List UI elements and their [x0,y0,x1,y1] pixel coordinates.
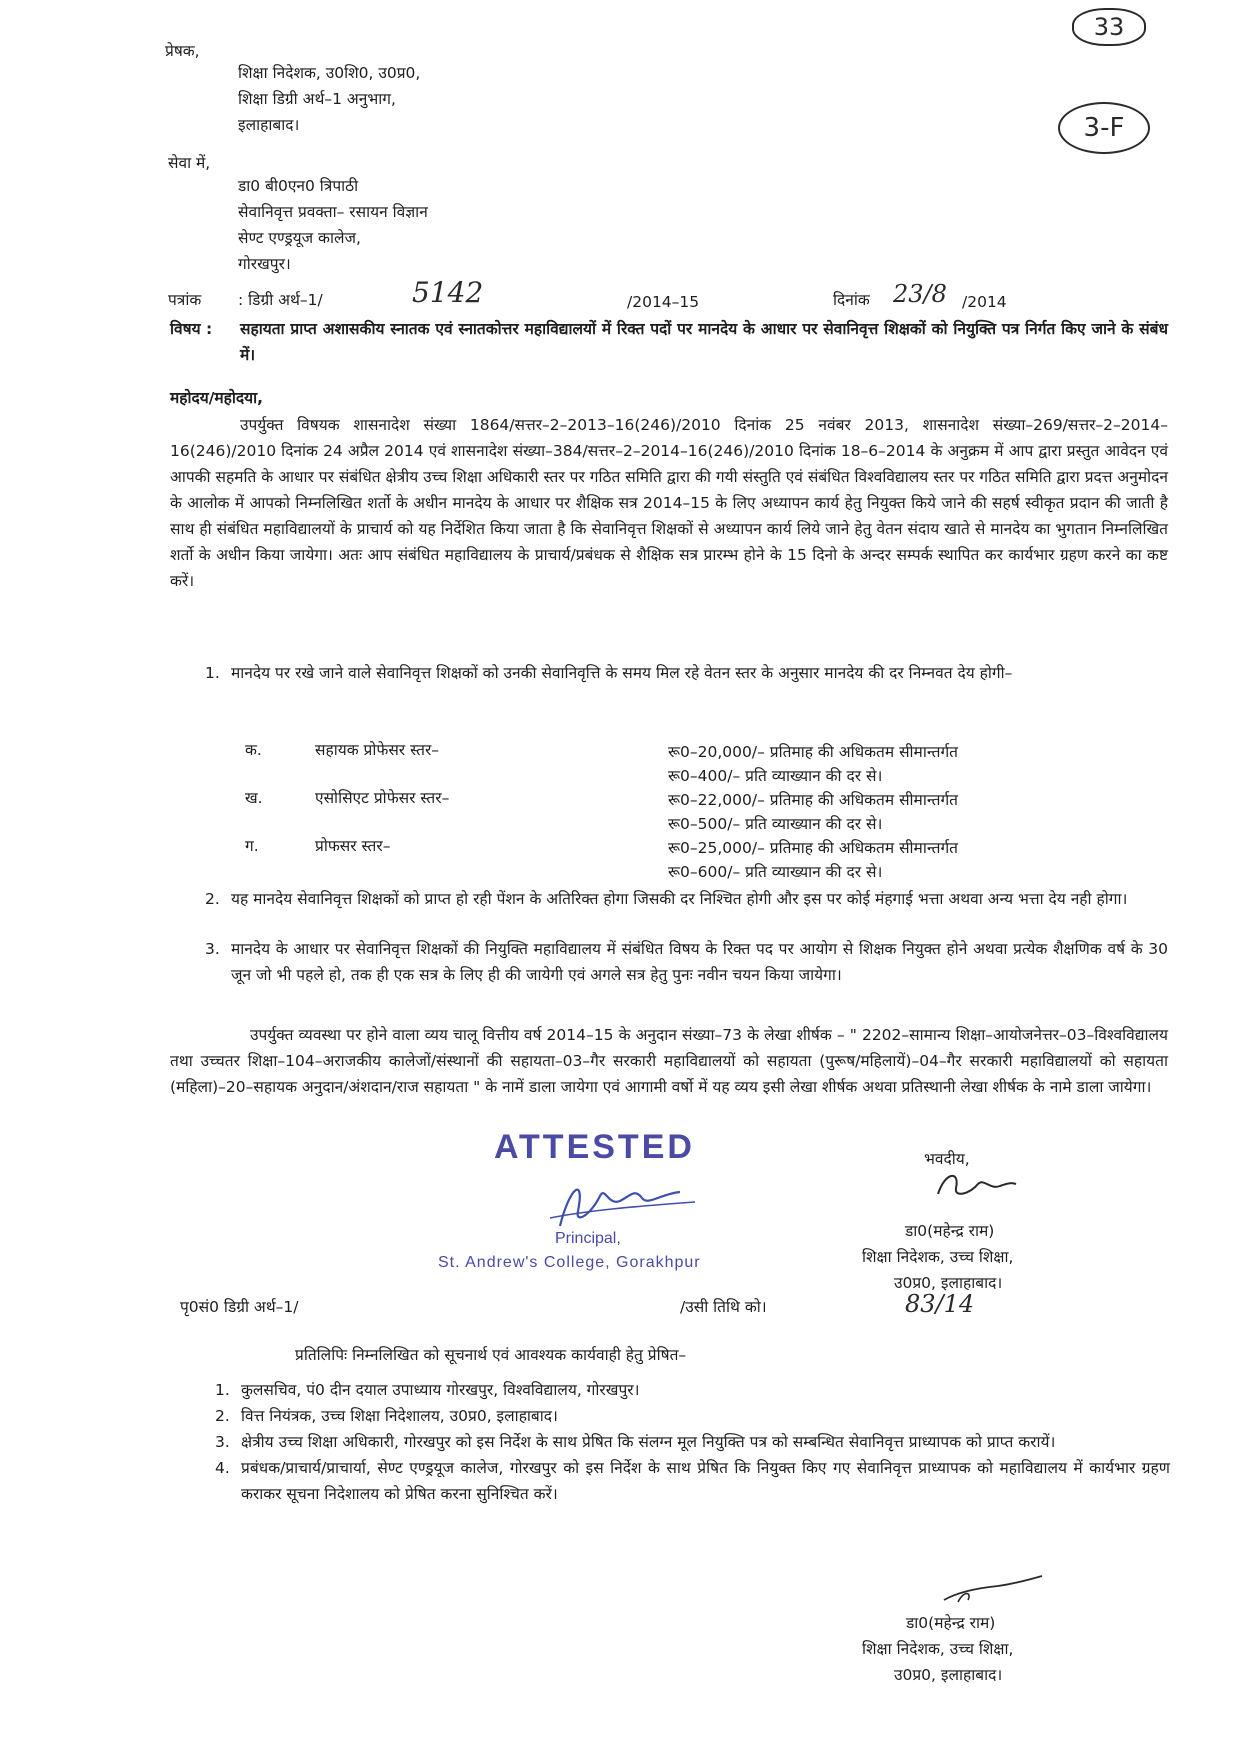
closing: भवदीय, [924,1150,970,1168]
subject-label: विषय : [170,320,213,338]
copy-item-text: प्रबंधक/प्राचार्य/प्राचार्या, सेण्ट एण्ड्रयूज कालेज, गोरखपुर को इस निर्देश के साथ प्रेषित कि नियुक्त किए गए सेवानिवृत्त प्राध्यापक को महाविद्यालय में कार्यभार ग्रहण कराकर सूचना निदेशालय को प्रेषित करना सुनिश्चित करें। [241,1459,1170,1503]
session: /2014–15 [627,293,700,311]
rate-level: प्रोफसर स्तर– [315,837,391,855]
rate-level: एसोसिएट प्रोफेसर स्तर– [315,789,450,807]
attest-signature-icon [530,1166,710,1238]
condition-1 [205,660,1168,686]
date-year: /2014 [962,293,1007,311]
copy-item-number: 1. [215,1381,230,1399]
condition-text: यह मानदेय सेवानिवृत्त शिक्षकों को प्राप्त हो रही पेंशन के अतिरिक्त होगा जिसकी दर निश्चित होगी और इस पर कोई मंहगाई भत्ता अथवा अन्य भत्ता देय नही होगा। [231,890,1128,908]
copy-item-text: क्षेत्रीय उच्च शिक्षा अधिकारी, गोरखपुर को इस निर्देश के साथ प्रेषित कि संलग्न मूल नियुक्ति पत्र को सम्बन्धित सेवानिवृत्त प्राध्यापक को प्राप्त करायें। [241,1433,1056,1451]
copy-list [215,1377,1170,1507]
sender-block [238,60,420,138]
rate-lecture: रू0–600/– प्रति व्याख्यान की दर से। [668,863,883,881]
recipient-line: सेण्ट एण्ड्रयूज कालेज, [238,229,361,247]
page-number-circle [1072,8,1146,46]
rate-monthly: रू0–22,000/– प्रतिमाह की अधिकतम सीमान्तर्गत [668,791,959,809]
date-label: दिनांक [833,291,870,309]
condition-2 [205,886,1168,912]
copy-intro: प्रतिलिपिः निम्नलिखित को सूचनार्थ एवं आवश्यक कार्यवाही हेतु प्रेषित– [295,1346,687,1364]
sender-line: इलाहाबाद। [238,116,300,134]
copy-item-text: कुलसचिव, पं0 दीन दयाल उपाध्याय गोरखपुर, विश्वविद्यालय, गोरखपुर। [241,1381,640,1399]
subject-text: सहायता प्राप्त अशासकीय स्नातक एवं स्नातकोत्तर महाविद्यालयों में रिक्त पदों पर मानदेय के आधार पर सेवानिवृत्त शिक्षकों को नियुक्ति पत्र निर्गत किए जाने के संबंध में। [240,320,1168,364]
copy-item [215,1455,1170,1507]
patrank-label: पत्रांक [168,291,202,309]
endorsement-same-date: /उसी तिथि को। [680,1298,767,1316]
file-ref-circle [1058,102,1150,154]
rate-key: क. [245,741,262,759]
condition-text: मानदेय के आधार पर सेवानिवृत्त शिक्षकों की नियुक्ति महाविद्यालय में संबंधित विषय के रिक्त पद पर आयोग से शिक्षक नियुक्त होने अथवा प्रत्येक शैक्षणिक वर्ष के 30 जून जो भी पहले हो, तक ही एक सत्र के लिए ही की जायेगी एवं अगले सत्र हेतु पुनः नवीन चयन किया जायेगा। [231,940,1168,984]
footer-signatory-name: डा0(महेन्द्र राम) [906,1614,996,1632]
rate-monthly: रू0–25,000/– प्रतिमाह की अधिकतम सीमान्तर्गत [668,839,959,857]
rate-level: सहायक प्रोफेसर स्तर– [315,741,440,759]
expense-paragraph: उपर्युक्त व्यवस्था पर होने वाला व्यय चालू वित्तीय वर्ष 2014–15 के अनुदान संख्या–73 के लेखा शीर्षक – " 2202–सामान्य शिक्षा–आयोजनेत्तर–03–विश्वविद्यालय तथा उच्चतर शिक्षा–104–अराजकीय कालेजों/संस्थानों की सहायता–03–गैर सरकारी महाविद्यालयों को सहायता (पुरूष/महिलायें)–04–गैर सरकारी महाविद्यालयों को सहायता (महिला)–20–सहायक अनुदान/अंशदान/राज सहायता " के नामें डाला जायेगा एवं आगामी वर्षो में यह व्यय इसी लेखा शीर्षक अथवा प्रतिस्थानी लेखा शीर्षक के नामे डाला जायेगा। [170,1026,1168,1096]
footer-signatory-designation: शिक्षा निदेशक, उच्च शिक्षा, [862,1640,1014,1658]
stamp-title: ATTESTED [494,1128,695,1166]
footer-signature-icon [938,1572,1048,1612]
signatory-designation: शिक्षा निदेशक, उच्च शिक्षा, [862,1248,1014,1266]
copy-item [215,1403,1170,1429]
sender-label: प्रेषक, [165,42,200,60]
director-signature-icon [930,1164,1020,1208]
dispatch-note-handwritten: 83/14 [905,1290,975,1318]
copy-item [215,1377,1170,1403]
rate-lecture: रू0–400/– प्रति व्याख्यान की दर से। [668,767,883,785]
page-number: 33 [1093,13,1125,41]
file-ref: 3-F [1083,113,1125,143]
footer-signatory-place: उ0प्र0, इलाहाबाद। [894,1666,1003,1684]
salutation: महोदय/महोदया, [170,389,264,407]
copy-item-text: वित्त नियंत्रक, उच्च शिक्षा निदेशालय, उ0प्र0, इलाहाबाद। [241,1407,558,1425]
copy-item-number: 4. [215,1459,230,1477]
stamp-principal: Principal, [555,1230,621,1247]
condition-number: 3. [205,940,220,958]
copy-item [215,1429,1170,1455]
rate-key: ख. [245,789,263,807]
patrank-prefix: : डिग्री अर्थ–1/ [238,291,323,309]
attested-stamp [420,1128,780,1278]
signatory-place: उ0प्र0, इलाहाबाद। [894,1274,1003,1292]
condition-number: 2. [205,890,220,908]
condition-text: मानदेय पर रखे जाने वाले सेवानिवृत्त शिक्षकों को उनकी सेवानिवृत्ति के समय मिल रहे वेतन स्तर के अनुसार मानदेय की दर निम्नवत देय होगी– [231,664,1013,682]
rate-key: ग. [245,837,259,855]
recipient-line: सेवानिवृत्त प्रवक्ता– रसायन विज्ञान [238,203,428,221]
copy-item-number: 2. [215,1407,230,1425]
endorsement-prefix: पृ0सं0 डिग्री अर्थ–1/ [180,1298,299,1316]
body-paragraph: उपर्युक्त विषयक शासनादेश संख्या 1864/सत्तर–2–2013–16(246)/2010 दिनांक 25 नवंबर 2013, शासनादेश संख्या–269/सत्तर–2–2014–16(246)/2010 दिनांक 24 अप्रैल 2014 एवं शासनादेश संख्या–384/सत्तर–2–2014–16(246)/2010 दिनांक 18–6–2014 के अनुक्रम में आप द्वारा प्रस्तुत आवेदन एवं आपकी सहमति के आधार पर संबंधित क्षेत्रीय उच्च शिक्षा अधिकारी स्तर पर गठित समिति द्वारा की गयी संस्तुति एवं संबंधित विश्वविद्यालय स्तर पर गठित समिति द्वारा प्रदत्त अनुमोदन के आलोक में आपको निम्नलिखित शर्तो के अधीन मानदेय के आधार पर शैक्षिक सत्र 2014–15 के लिए अध्यापन कार्य हेतु नियुक्त किये जाने की सहर्ष स्वीकृत प्रदान की जाती है साथ ही संबंधित महाविद्यालयों के प्राचार्य को यह निर्देशित किया जाता है कि सेवानिवृत्त शिक्षकों से अध्यापन कार्य लिये जाने हेतु वेतन संदाय खाते से मानदेय का भुगतान निम्नलिखित शर्तो के अधीन किया जायेगा। अतः आप संबंधित महाविद्यालय के प्राचार्य/प्रबंधक से शैक्षिक सत्र प्रारम्भ होने के 15 दिनो के अन्दर सम्पर्क स्थापित कर कार्यभार ग्रहण करने का कष्ट करें। [170,416,1168,590]
patrank-number: 5142 [412,276,484,309]
rate-monthly: रू0–20,000/– प्रतिमाह की अधिकतम सीमान्तर्गत [668,743,959,761]
recipient-block [238,173,428,277]
copy-item-number: 3. [215,1433,230,1451]
sender-line: शिक्षा डिग्री अर्थ–1 अनुभाग, [238,90,396,108]
signatory-name: डा0(महेन्द्र राम) [905,1222,995,1240]
rate-lecture: रू0–500/– प्रति व्याख्यान की दर से। [668,815,883,833]
sender-line: शिक्षा निदेशक, उ0शि0, उ0प्र0, [238,64,421,82]
date-handwritten: 23/8 [893,280,947,308]
stamp-college: St. Andrew's College, Gorakhpur [438,1254,701,1271]
recipient-label: सेवा में, [168,154,211,172]
recipient-line: गोरखपुर। [238,255,291,273]
condition-number: 1. [205,664,220,682]
condition-3 [205,936,1168,988]
recipient-line: डा0 बी0एन0 त्रिपाठी [238,177,359,195]
